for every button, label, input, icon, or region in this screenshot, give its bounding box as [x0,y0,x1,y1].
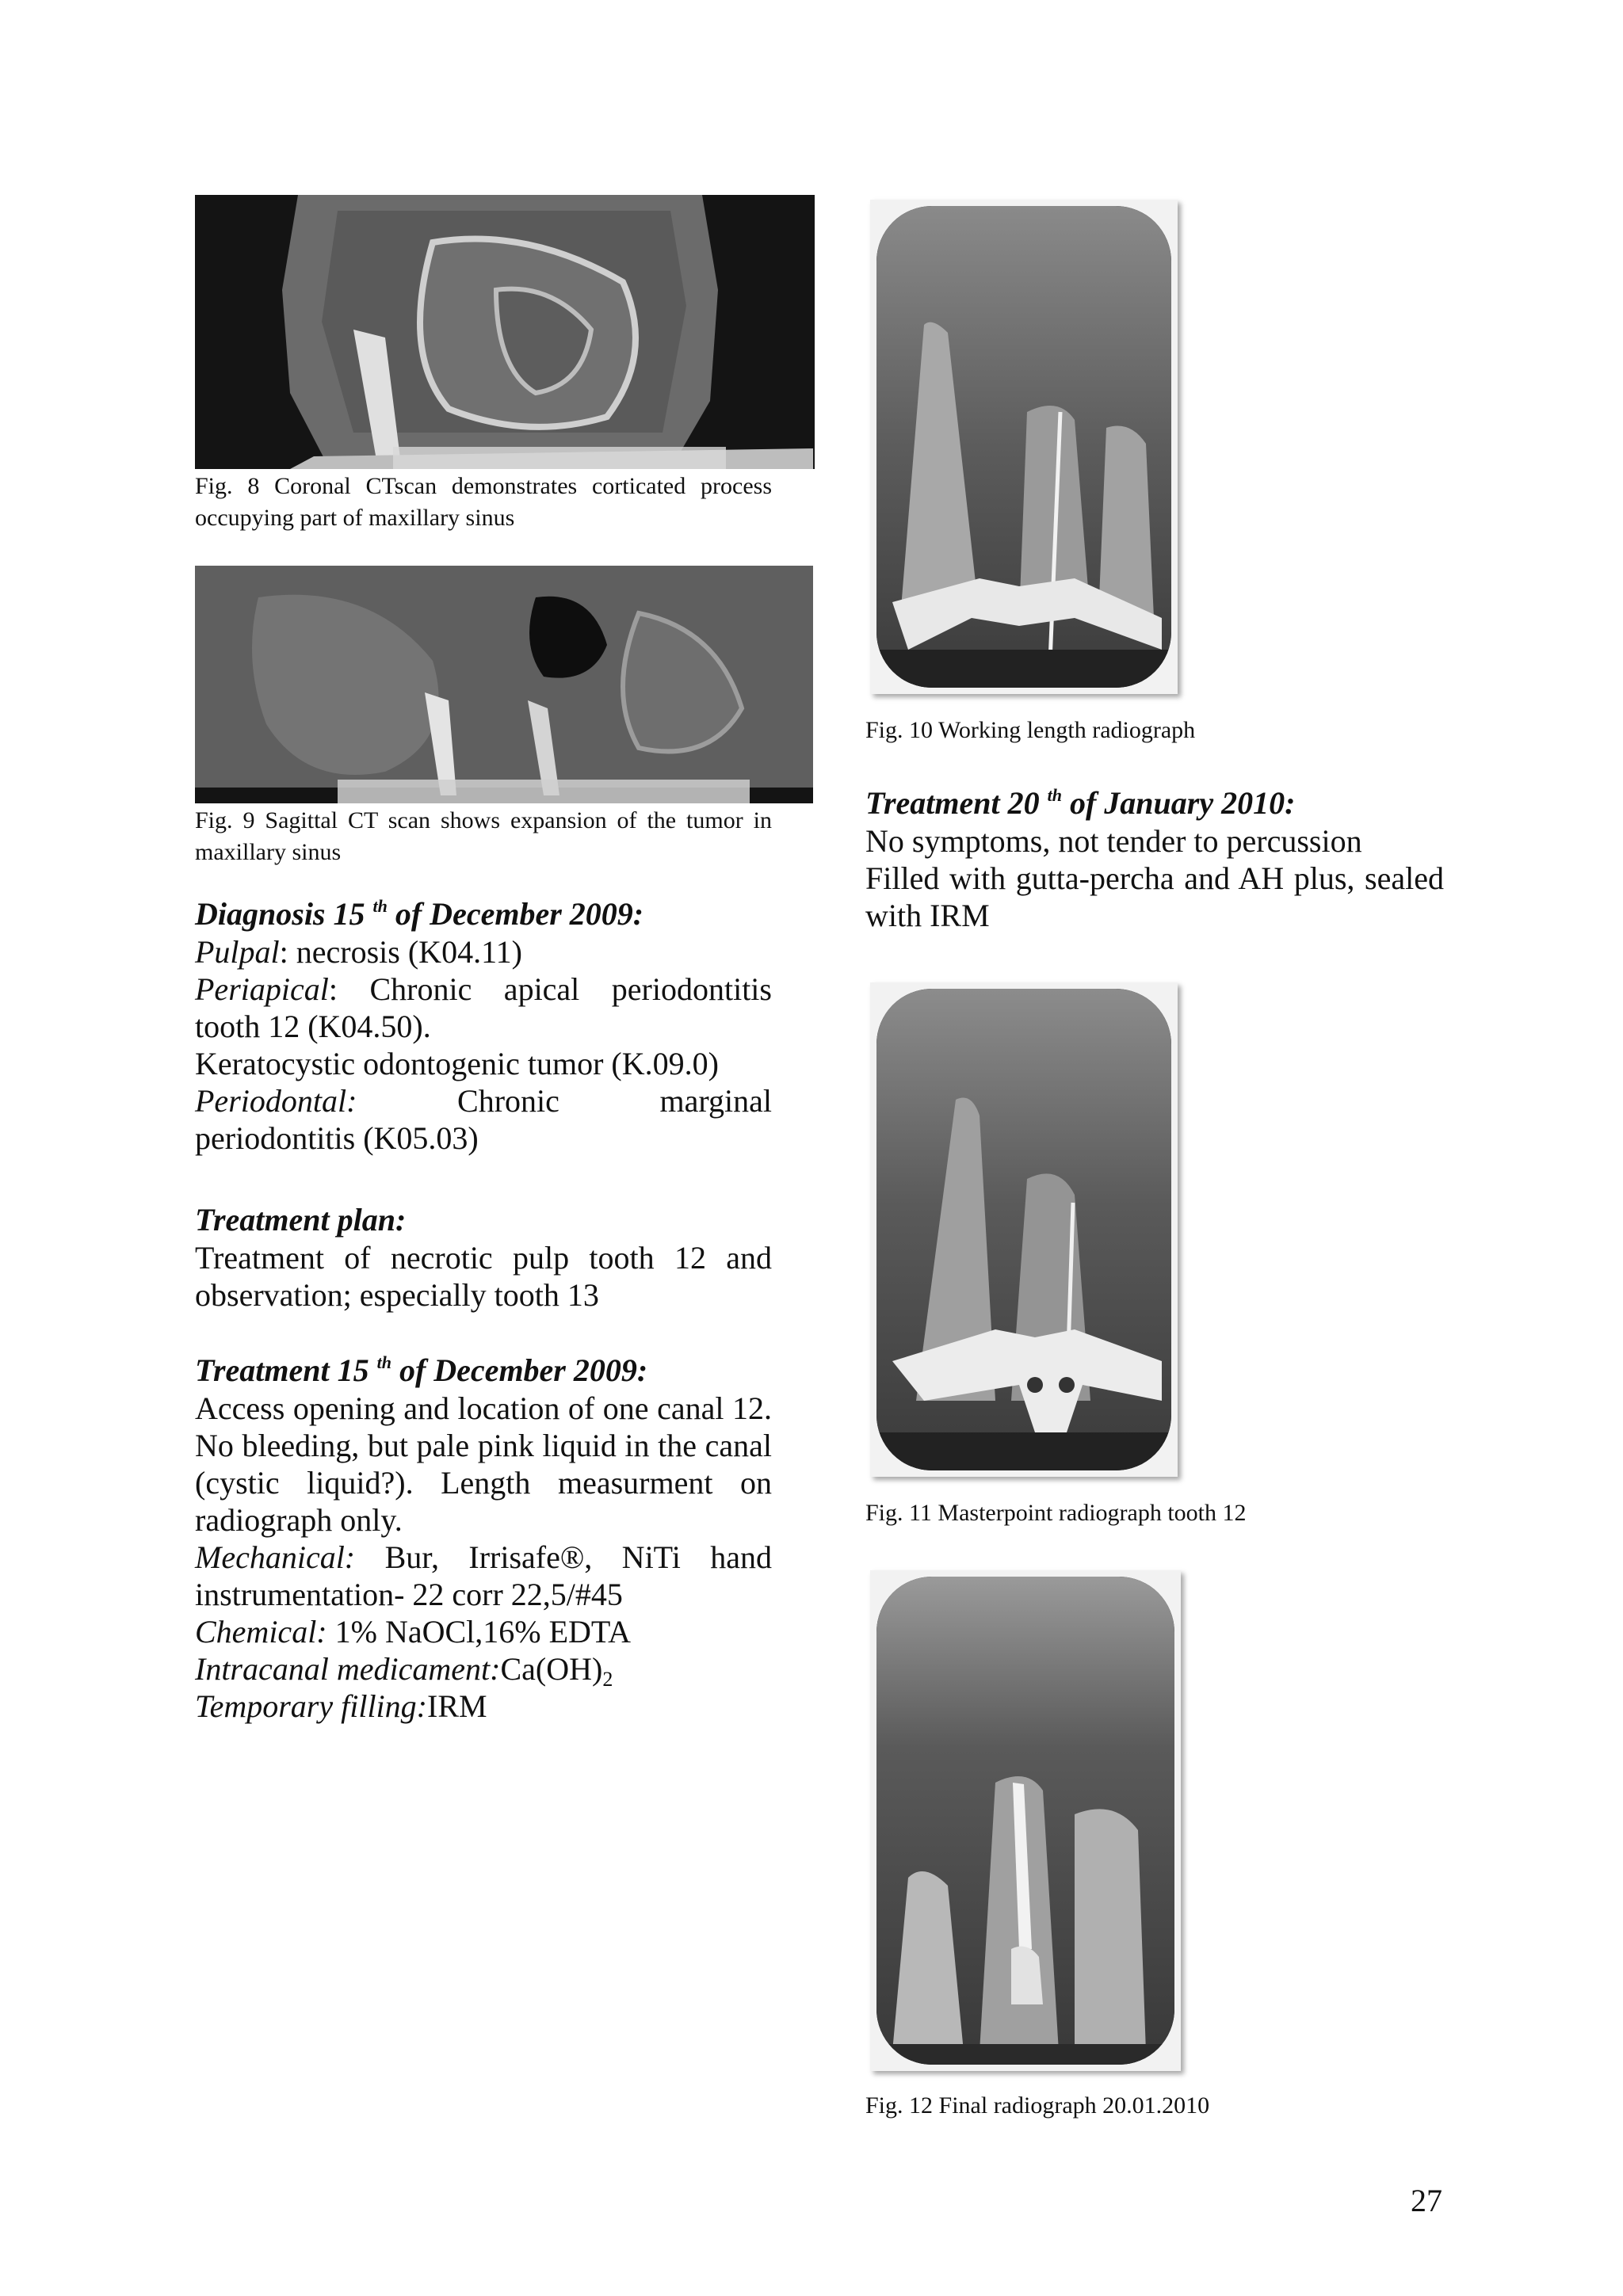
fig11-caption: Fig. 11 Masterpoint radiograph tooth 12 [865,1500,1247,1526]
treatment-plan-text: Treatment of necrotic pulp tooth 12 and observation; especially tooth 13 [195,1240,772,1313]
diagnosis-periodontal-cont: periodontitis (K05.03) [195,1120,479,1156]
treatment-dec-temporary: Temporary filling:IRM [195,1688,487,1724]
treatment-jan-line2: Filled with gutta-percha and AH plus, sealed with IRM [865,860,1444,933]
treatment-jan-heading: Treatment 20 $^{th}$ of January 2010: [865,785,1296,821]
fig9-ct-image [195,566,813,803]
diagnosis-periapical: Periapical: Chronic apical periodontitis tooth 12 (K04.50). [195,971,772,1044]
fig11-radiograph-frame [870,982,1178,1477]
fig8-caption: Fig. 8 Coronal CTscan demonstrates corticated process occupying part of maxillary sinus [195,473,772,531]
treatment-dec-chemical: Chemical: 1% NaOCl,16% EDTA [195,1614,632,1650]
treatment-plan-section [195,1201,772,1314]
treatment-dec-intracanal: Intracanal $medicament:Ca(OH)_2$ [195,1651,613,1691]
diagnosis-tumor: Keratocystic odontogenic tumor (K.09.0) [195,1046,719,1081]
treatment-jan-section [865,784,1444,934]
diagnosis-pulpal: Pulpal: necrosis (K04.11) [195,934,522,970]
fig12-radiograph [876,1577,1174,2065]
fig9-caption: Fig. 9 Sagittal CT scan shows expansion of the tumor in maxillary sinus [195,807,772,865]
treatment-jan-line1: No symptoms, not tender to percussion [865,823,1362,859]
page-number: 27 [1411,2183,1442,2218]
treatment-dec-heading: Treatment 15 $^{th}$ of December 2009: [195,1352,648,1388]
treatment-dec-text: Access opening and location of one canal 12. No bleeding, but pale pink liquid in the canal (cystic liquid?). Length measurment on radiograph only. [195,1390,772,1538]
treatment-plan-heading: Treatment plan: [195,1202,407,1238]
diagnosis-periodontal: Periodontal: Chronic marginal [195,1083,772,1119]
treatment-dec-mechanical: Mechanical: Bur, Irrisafe®, NiTi hand instrumentation- 22 corr 22,5/#45 [195,1539,772,1612]
fig8-ct-image [195,195,815,469]
fig10-radiograph [876,206,1171,688]
fig10-caption: Fig. 10 Working length radiograph [865,717,1196,743]
fig11-radiograph [876,989,1171,1470]
treatment-dec-section [195,1352,772,1725]
fig12-radiograph-frame [870,1570,1181,2071]
diagnosis-heading: Diagnosis 15 $^{th}$ of December 2009: [195,896,644,932]
diagnosis-section [195,895,772,1157]
fig10-radiograph-frame [870,200,1178,694]
fig12-caption: Fig. 12 Final radiograph 20.01.2010 [865,2092,1210,2119]
